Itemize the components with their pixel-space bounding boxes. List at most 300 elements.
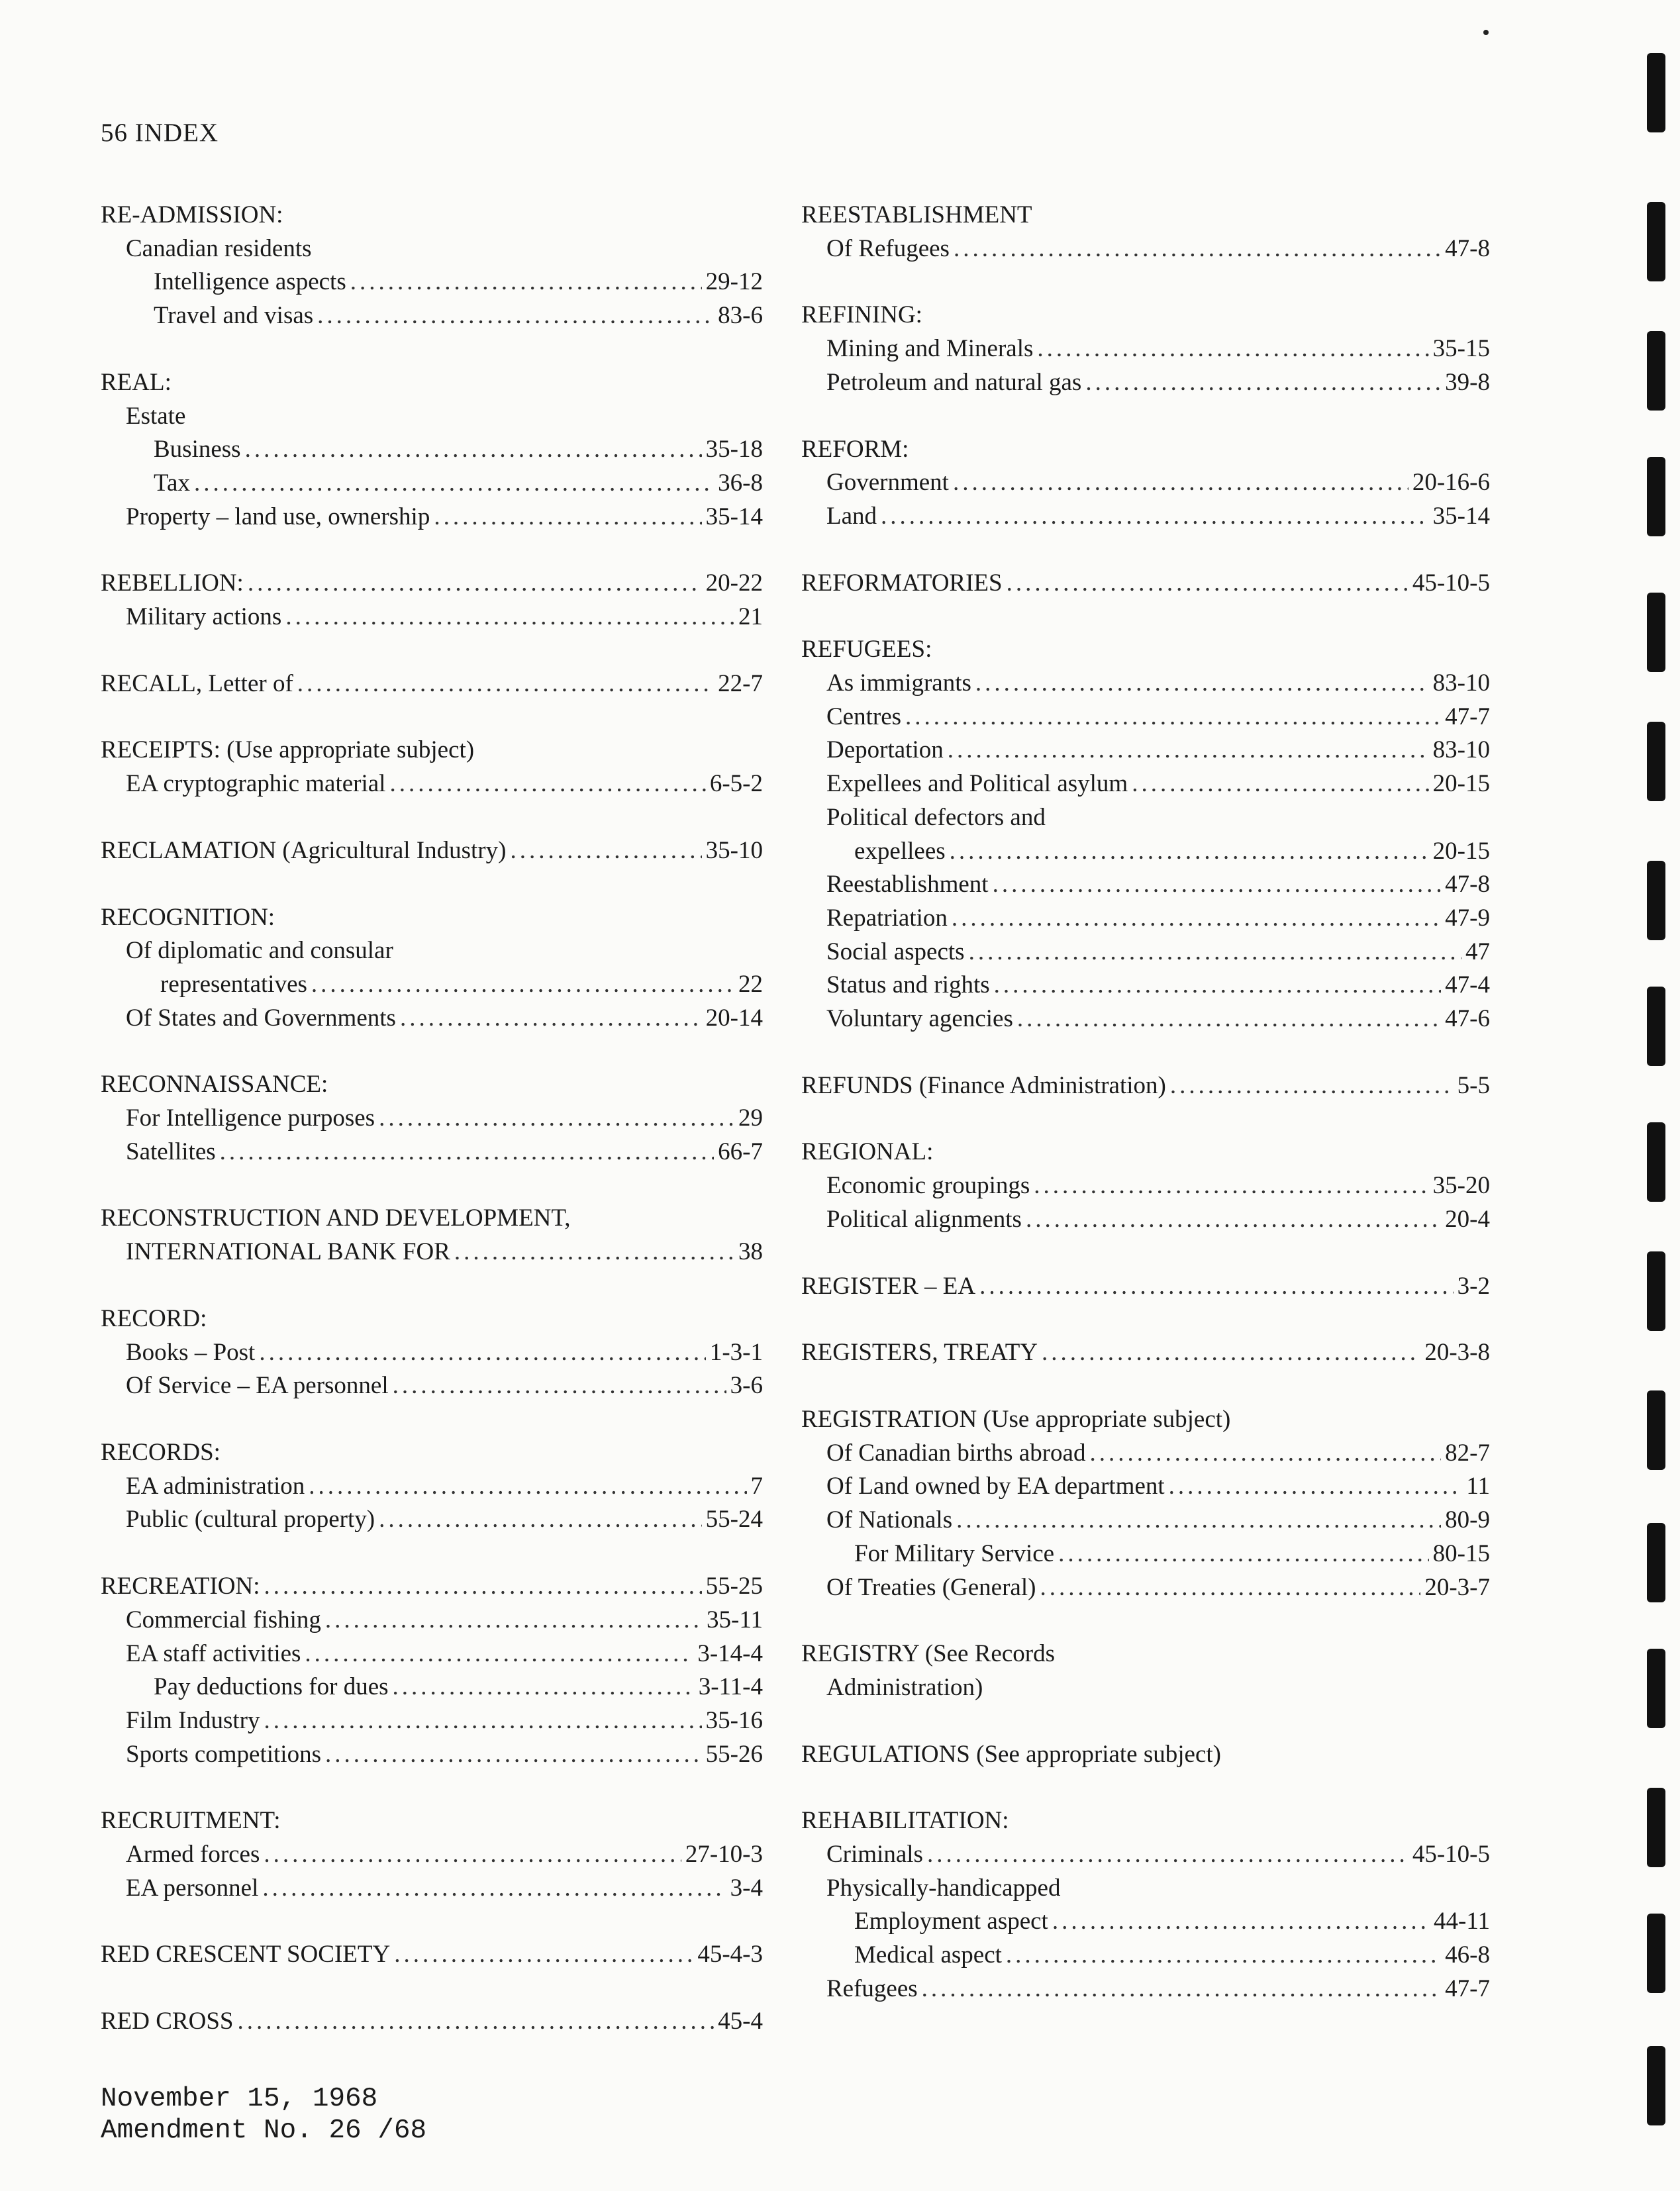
index-subentry-label: Expellees and Political asylum bbox=[826, 770, 1128, 798]
index-subentry-label: For Intelligence purposes bbox=[126, 1104, 375, 1132]
index-subentry bbox=[801, 902, 1490, 936]
index-heading-label: REGISTRY (See Records bbox=[801, 1640, 1055, 1668]
index-entry bbox=[101, 1302, 763, 1403]
index-subentry-label: Medical aspect bbox=[854, 1941, 1002, 1969]
index-heading-label: RED CROSS bbox=[101, 2008, 234, 2035]
index-subentry-page: 35-20 bbox=[1432, 1172, 1490, 1200]
index-column-left bbox=[101, 199, 763, 2072]
footer-date: November 15, 1968 bbox=[101, 2084, 378, 2114]
index-subentry-page: 20-15 bbox=[1432, 770, 1490, 798]
index-subentry bbox=[801, 868, 1490, 902]
index-entry bbox=[801, 1069, 1490, 1103]
index-subentry bbox=[801, 1169, 1490, 1203]
page-header: 56 INDEX bbox=[101, 119, 219, 147]
index-subentry-page: 3-4 bbox=[730, 1874, 763, 1902]
index-subentry bbox=[101, 1369, 763, 1403]
index-heading bbox=[101, 734, 763, 767]
index-subentry-page: 47-8 bbox=[1445, 234, 1490, 262]
index-heading-label: REFORM: bbox=[801, 435, 909, 463]
dot-leader bbox=[350, 266, 702, 299]
index-heading bbox=[101, 667, 763, 701]
index-subentry-page: 22 bbox=[738, 970, 763, 998]
dot-leader bbox=[317, 299, 714, 333]
index-subentry bbox=[101, 1470, 763, 1504]
index-subentry bbox=[801, 1203, 1490, 1237]
binding-hole-mark bbox=[1647, 2046, 1665, 2125]
index-subentry-page: 20-3-7 bbox=[1424, 1573, 1490, 1601]
index-heading-page: 35-10 bbox=[705, 836, 763, 864]
index-heading-label: REGISTER – EA bbox=[801, 1272, 976, 1300]
binding-hole-mark bbox=[1647, 593, 1665, 672]
index-subentry-page: 46-8 bbox=[1445, 1941, 1490, 1969]
index-heading bbox=[101, 1202, 763, 1236]
index-subentry bbox=[101, 968, 763, 1002]
index-subentry bbox=[101, 501, 763, 534]
index-subentry-page: 20-14 bbox=[705, 1004, 763, 1032]
index-subentry-page: 35-14 bbox=[705, 503, 763, 530]
index-subentry-page: 66-7 bbox=[718, 1138, 763, 1165]
dot-leader bbox=[259, 1336, 706, 1370]
dot-leader bbox=[297, 667, 714, 701]
index-heading-label: RECOGNITION: bbox=[101, 903, 275, 931]
index-subentry-label: Tax bbox=[154, 469, 190, 497]
index-subentry bbox=[801, 1002, 1490, 1036]
dot-leader bbox=[1006, 1939, 1441, 1972]
index-subentry-label: Commercial fishing bbox=[126, 1606, 321, 1633]
index-subentry bbox=[101, 1002, 763, 1036]
index-subentry-page: 35-16 bbox=[705, 1706, 763, 1734]
index-subentry bbox=[801, 1571, 1490, 1605]
dot-leader bbox=[311, 968, 734, 1002]
index-subentry-page: 55-26 bbox=[705, 1740, 763, 1768]
index-entry bbox=[801, 299, 1490, 399]
index-heading-label: REFINING: bbox=[801, 301, 922, 329]
index-subentry bbox=[801, 1537, 1490, 1571]
index-subentry-page: 80-15 bbox=[1432, 1539, 1490, 1567]
index-heading-label: REFORMATORIES bbox=[801, 569, 1003, 597]
binding-hole-mark bbox=[1647, 987, 1665, 1066]
binding-hole-mark bbox=[1647, 457, 1665, 536]
index-subentry-label: Of Canadian births abroad bbox=[826, 1439, 1086, 1467]
index-subentry bbox=[801, 1939, 1490, 1972]
index-subentry-page: 82-7 bbox=[1445, 1439, 1490, 1467]
index-subentry bbox=[801, 936, 1490, 969]
index-subentry-page: 44-11 bbox=[1434, 1908, 1490, 1935]
index-subentry-label: INTERNATIONAL BANK FOR bbox=[126, 1238, 450, 1266]
index-subentry bbox=[101, 767, 763, 801]
index-subentry-label: expellees bbox=[854, 837, 946, 865]
dot-leader bbox=[194, 467, 714, 501]
index-subentry-page: 47-9 bbox=[1445, 904, 1490, 932]
binding-hole-mark bbox=[1647, 1122, 1665, 1202]
footer-amendment: Amendment No. 26 /68 bbox=[101, 2116, 427, 2146]
dot-leader bbox=[1037, 332, 1428, 366]
index-subentry-label: Refugees bbox=[826, 1974, 918, 2002]
dot-leader bbox=[905, 701, 1441, 734]
dot-leader bbox=[927, 1838, 1408, 1872]
index-heading-page: 45-4 bbox=[718, 2008, 763, 2035]
index-subentry-label: Business bbox=[154, 436, 241, 463]
index-heading bbox=[801, 433, 1490, 467]
index-subentry-page: 20-16-6 bbox=[1412, 469, 1490, 497]
index-subentry bbox=[801, 232, 1490, 266]
dot-leader bbox=[220, 1136, 715, 1169]
index-subentry-page: 7 bbox=[750, 1472, 763, 1500]
index-subentry-page: 35-11 bbox=[707, 1606, 763, 1633]
index-heading-page: 45-10-5 bbox=[1412, 569, 1490, 597]
index-entry bbox=[801, 1637, 1490, 1704]
index-subentry bbox=[801, 835, 1490, 869]
index-heading bbox=[101, 834, 763, 868]
index-entry bbox=[101, 567, 763, 634]
index-entry bbox=[101, 366, 763, 534]
dot-leader bbox=[993, 868, 1442, 902]
index-heading-page: 22-7 bbox=[718, 669, 763, 697]
index-subentry-page: 38 bbox=[738, 1238, 763, 1266]
index-column-right bbox=[801, 199, 1490, 2039]
dot-leader bbox=[264, 1838, 681, 1872]
dot-leader bbox=[264, 1704, 702, 1738]
index-heading-label: RECONNAISSANCE: bbox=[101, 1071, 328, 1098]
index-entry bbox=[101, 1436, 763, 1537]
index-subentry-page: 47-6 bbox=[1445, 1005, 1490, 1033]
dot-leader bbox=[305, 1637, 693, 1671]
index-heading bbox=[101, 1068, 763, 1102]
index-subentry bbox=[801, 332, 1490, 366]
index-subentry bbox=[101, 299, 763, 333]
binding-hole-mark bbox=[1647, 1788, 1665, 1867]
index-subentry-label: Intelligence aspects bbox=[154, 268, 346, 296]
index-subentry-label: Satellites bbox=[126, 1138, 216, 1165]
index-heading bbox=[801, 1069, 1490, 1103]
index-entry bbox=[801, 633, 1490, 1036]
index-heading-label: RED CRESCENT SOCIETY bbox=[101, 1941, 391, 1969]
index-subentry bbox=[101, 266, 763, 299]
index-subentry-label: Status and rights bbox=[826, 971, 990, 999]
binding-hole-mark bbox=[1647, 1390, 1665, 1470]
index-subentry-page: 1-3-1 bbox=[709, 1338, 763, 1366]
dot-leader bbox=[979, 1270, 1454, 1304]
index-subentry-label: Film Industry bbox=[126, 1706, 260, 1734]
index-entry bbox=[101, 1804, 763, 1905]
index-subentry-label: EA administration bbox=[126, 1472, 305, 1500]
binding-hole-mark bbox=[1647, 1649, 1665, 1728]
index-heading bbox=[101, 1436, 763, 1470]
index-subentry-page: 35-14 bbox=[1432, 502, 1490, 530]
dot-leader bbox=[1007, 567, 1408, 601]
dot-leader bbox=[264, 1570, 702, 1604]
index-subentry-page: 3-14-4 bbox=[697, 1639, 763, 1667]
index-subentry-label: Sports competitions bbox=[126, 1740, 321, 1768]
index-heading bbox=[801, 1804, 1490, 1838]
index-heading-label: REGISTRATION (Use appropriate subject) bbox=[801, 1405, 1231, 1433]
index-heading bbox=[101, 1302, 763, 1336]
index-entry bbox=[101, 901, 763, 1036]
index-subentry-label: Employment aspect bbox=[854, 1908, 1048, 1935]
index-subentry bbox=[801, 1671, 1490, 1705]
dot-leader bbox=[952, 902, 1441, 936]
index-subentry-label: As immigrants bbox=[826, 669, 971, 697]
index-subentry-label: Criminals bbox=[826, 1841, 923, 1869]
dot-leader bbox=[922, 1972, 1442, 2006]
index-subentry-page: 55-24 bbox=[705, 1506, 763, 1534]
index-subentry-label: Political defectors and bbox=[826, 803, 1046, 831]
dot-leader bbox=[1042, 1336, 1420, 1370]
index-subentry-label: Books – Post bbox=[126, 1338, 256, 1366]
index-subentry-page: 20-15 bbox=[1432, 837, 1490, 865]
index-subentry-label: Public (cultural property) bbox=[126, 1506, 375, 1534]
index-heading-page: 45-4-3 bbox=[697, 1941, 763, 1969]
index-entry bbox=[101, 1938, 763, 1972]
index-heading-label: RECORDS: bbox=[101, 1438, 221, 1466]
dot-leader bbox=[969, 936, 1461, 969]
index-heading bbox=[101, 901, 763, 935]
index-heading bbox=[101, 2005, 763, 2039]
index-subentry bbox=[101, 1637, 763, 1671]
index-subentry-page: 39-8 bbox=[1445, 368, 1490, 396]
dot-leader bbox=[1017, 1002, 1441, 1036]
index-entry bbox=[101, 834, 763, 868]
index-heading bbox=[101, 1938, 763, 1972]
index-heading-label: RECRUITMENT: bbox=[101, 1807, 281, 1835]
index-subentry-label: For Military Service bbox=[854, 1539, 1055, 1567]
dot-leader bbox=[1034, 1169, 1428, 1203]
binding-hole-mark bbox=[1647, 1914, 1665, 1993]
index-entry bbox=[101, 2005, 763, 2039]
index-subentry-page: 45-10-5 bbox=[1412, 1841, 1490, 1869]
index-subentry-label: Military actions bbox=[126, 603, 282, 631]
index-subentry bbox=[101, 1102, 763, 1136]
index-heading-label: REFUNDS (Finance Administration) bbox=[801, 1071, 1166, 1099]
index-subentry-label: EA staff activities bbox=[126, 1639, 301, 1667]
index-subentry-page: 47-7 bbox=[1445, 703, 1490, 730]
index-subentry bbox=[101, 232, 763, 266]
index-subentry bbox=[801, 366, 1490, 400]
index-heading-label: REGIONAL: bbox=[801, 1138, 934, 1166]
index-entry bbox=[801, 1336, 1490, 1370]
index-subentry-label: Of Refugees bbox=[826, 234, 950, 262]
index-heading bbox=[801, 1336, 1490, 1370]
index-subentry-label: EA personnel bbox=[126, 1874, 259, 1902]
index-heading-label: REGULATIONS (See appropriate subject) bbox=[801, 1740, 1221, 1768]
index-subentry-label: Of Land owned by EA department bbox=[826, 1473, 1165, 1500]
binding-hole-mark bbox=[1647, 722, 1665, 801]
binding-hole-mark bbox=[1647, 1523, 1665, 1602]
index-heading bbox=[101, 1570, 763, 1604]
index-heading-page: 55-25 bbox=[705, 1573, 763, 1600]
index-heading bbox=[801, 1637, 1490, 1671]
index-subentry-label: Of Treaties (General) bbox=[826, 1573, 1036, 1601]
index-subentry-page: 20-4 bbox=[1445, 1205, 1490, 1233]
index-subentry-page: 83-10 bbox=[1432, 669, 1490, 697]
index-heading bbox=[801, 1738, 1490, 1772]
index-subentry-page: 35-18 bbox=[705, 436, 763, 463]
index-subentry bbox=[101, 934, 763, 968]
index-subentry bbox=[101, 467, 763, 501]
index-subentry-page: 11 bbox=[1466, 1473, 1490, 1500]
index-heading-label: RECALL, Letter of bbox=[101, 669, 293, 697]
dot-leader bbox=[1169, 1470, 1463, 1504]
index-subentry bbox=[101, 1503, 763, 1537]
dot-leader bbox=[1170, 1069, 1454, 1103]
index-subentry bbox=[801, 500, 1490, 534]
index-heading bbox=[101, 199, 763, 232]
index-entry bbox=[101, 667, 763, 701]
index-heading-label: REESTABLISHMENT bbox=[801, 201, 1032, 228]
index-subentry-label: Political alignments bbox=[826, 1205, 1022, 1233]
index-subentry-label: EA cryptographic material bbox=[126, 770, 386, 798]
binding-hole-mark bbox=[1647, 202, 1665, 281]
index-subentry-label: Of Nationals bbox=[826, 1506, 953, 1534]
index-heading-label: RECEIPTS: (Use appropriate subject) bbox=[101, 736, 475, 764]
dot-leader bbox=[881, 500, 1429, 534]
index-entry bbox=[101, 1202, 763, 1269]
index-heading-page: 3-2 bbox=[1457, 1272, 1490, 1300]
dot-leader bbox=[379, 1503, 702, 1537]
dot-leader bbox=[285, 601, 734, 634]
dot-leader bbox=[394, 1938, 693, 1972]
index-subentry-page: 47-8 bbox=[1445, 871, 1490, 899]
index-subentry bbox=[801, 701, 1490, 734]
index-heading bbox=[801, 1403, 1490, 1437]
index-entry bbox=[101, 1068, 763, 1169]
dot-leader bbox=[393, 1369, 726, 1403]
index-subentry-label: Centres bbox=[826, 703, 902, 730]
index-subentry-label: Property – land use, ownership bbox=[126, 503, 430, 530]
index-subentry-label: Physically-handicapped bbox=[826, 1874, 1061, 1902]
index-subentry-label: representatives bbox=[160, 970, 307, 998]
dot-leader bbox=[956, 1504, 1441, 1537]
index-subentry-page: 27-10-3 bbox=[685, 1841, 763, 1869]
dot-leader bbox=[1058, 1537, 1429, 1571]
binding-hole-mark bbox=[1647, 331, 1665, 411]
index-heading-page: 20-22 bbox=[705, 569, 763, 597]
index-entry bbox=[801, 1804, 1490, 2006]
footer bbox=[101, 2083, 426, 2147]
dot-leader bbox=[379, 1102, 734, 1136]
index-heading-label: REBELLION: bbox=[101, 569, 244, 597]
index-heading-label: REHABILITATION: bbox=[801, 1807, 1009, 1835]
index-subentry-label: Travel and visas bbox=[154, 302, 314, 330]
index-subentry bbox=[101, 1671, 763, 1704]
dot-leader bbox=[950, 835, 1429, 869]
binding-hole-mark bbox=[1647, 1251, 1665, 1331]
dot-leader bbox=[1085, 366, 1441, 400]
index-heading bbox=[801, 199, 1490, 232]
index-subentry bbox=[101, 1704, 763, 1738]
dot-leader bbox=[953, 466, 1408, 500]
index-subentry bbox=[801, 734, 1490, 767]
binding-marks bbox=[1642, 40, 1672, 2159]
index-heading bbox=[801, 1270, 1490, 1304]
index-subentry-page: 3-11-4 bbox=[698, 1673, 763, 1701]
index-heading-label: RECLAMATION (Agricultural Industry) bbox=[101, 836, 507, 864]
dot-leader bbox=[948, 734, 1429, 767]
index-heading-label: RE-ADMISSION: bbox=[101, 201, 283, 228]
dot-leader bbox=[248, 567, 702, 601]
dot-leader bbox=[1052, 1905, 1430, 1939]
dot-leader bbox=[400, 1002, 702, 1036]
index-subentry bbox=[801, 1905, 1490, 1939]
index-subentry-label: Pay deductions for dues bbox=[154, 1673, 389, 1701]
index-subentry-page: 47-4 bbox=[1445, 971, 1490, 999]
index-subentry bbox=[801, 1838, 1490, 1872]
index-subentry-label: Estate bbox=[126, 402, 186, 430]
index-subentry-label: Voluntary agencies bbox=[826, 1005, 1013, 1033]
index-subentry-page: 29 bbox=[738, 1104, 763, 1132]
index-heading-label: REFUGEES: bbox=[801, 636, 932, 663]
dot-leader bbox=[325, 1604, 703, 1637]
index-subentry bbox=[801, 1470, 1490, 1504]
index-entry bbox=[101, 1570, 763, 1771]
index-subentry-label: Repatriation bbox=[826, 904, 948, 932]
index-subentry-label: Government bbox=[826, 469, 949, 497]
dot-leader bbox=[510, 834, 701, 868]
index-heading-page: 5-5 bbox=[1457, 1071, 1490, 1099]
index-subentry-page: 3-6 bbox=[730, 1372, 763, 1400]
index-subentry-label: Economic groupings bbox=[826, 1172, 1030, 1200]
index-entry bbox=[801, 1270, 1490, 1304]
index-subentry bbox=[801, 969, 1490, 1002]
index-entry bbox=[801, 1403, 1490, 1604]
index-subentry bbox=[101, 400, 763, 434]
index-heading bbox=[801, 1136, 1490, 1169]
index-heading-label: RECORD: bbox=[101, 1304, 207, 1332]
index-subentry-page: 83-6 bbox=[718, 302, 763, 330]
index-heading bbox=[101, 567, 763, 601]
scan-speck bbox=[1483, 30, 1489, 35]
index-heading bbox=[801, 299, 1490, 332]
index-subentry bbox=[801, 767, 1490, 801]
index-subentry-page: 21 bbox=[738, 603, 763, 631]
index-entry bbox=[801, 199, 1490, 266]
index-entry bbox=[801, 1738, 1490, 1772]
index-subentry bbox=[101, 601, 763, 634]
dot-leader bbox=[325, 1738, 702, 1772]
dot-leader bbox=[262, 1872, 726, 1906]
dot-leader bbox=[954, 232, 1441, 266]
index-entry bbox=[101, 734, 763, 801]
index-entry bbox=[801, 433, 1490, 534]
index-subentry bbox=[101, 433, 763, 467]
dot-leader bbox=[237, 2005, 714, 2039]
dot-leader bbox=[245, 433, 702, 467]
index-heading bbox=[801, 633, 1490, 667]
index-subentry bbox=[101, 1872, 763, 1906]
index-subentry-label: Social aspects bbox=[826, 938, 965, 965]
index-subentry-label: Of Service – EA personnel bbox=[126, 1372, 389, 1400]
index-heading-label: REGISTERS, TREATY bbox=[801, 1339, 1038, 1367]
index-subentry bbox=[801, 667, 1490, 701]
dot-leader bbox=[975, 667, 1429, 701]
dot-leader bbox=[454, 1236, 734, 1269]
dot-leader bbox=[1040, 1571, 1420, 1605]
index-subentry-page: 83-10 bbox=[1432, 736, 1490, 764]
index-entry bbox=[801, 567, 1490, 601]
index-subentry bbox=[101, 1738, 763, 1772]
index-subentry bbox=[101, 1838, 763, 1872]
index-subentry bbox=[801, 801, 1490, 835]
index-subentry bbox=[801, 466, 1490, 500]
index-subentry-label: Administration) bbox=[826, 1673, 983, 1701]
index-subentry bbox=[801, 1437, 1490, 1471]
index-subentry-label: Of diplomatic and consular bbox=[126, 937, 393, 965]
dot-leader bbox=[309, 1470, 746, 1504]
index-subentry-page: 29-12 bbox=[705, 268, 763, 296]
index-subentry bbox=[801, 1504, 1490, 1537]
index-subentry-page: 47-7 bbox=[1445, 1974, 1490, 2002]
dot-leader bbox=[1132, 767, 1428, 801]
